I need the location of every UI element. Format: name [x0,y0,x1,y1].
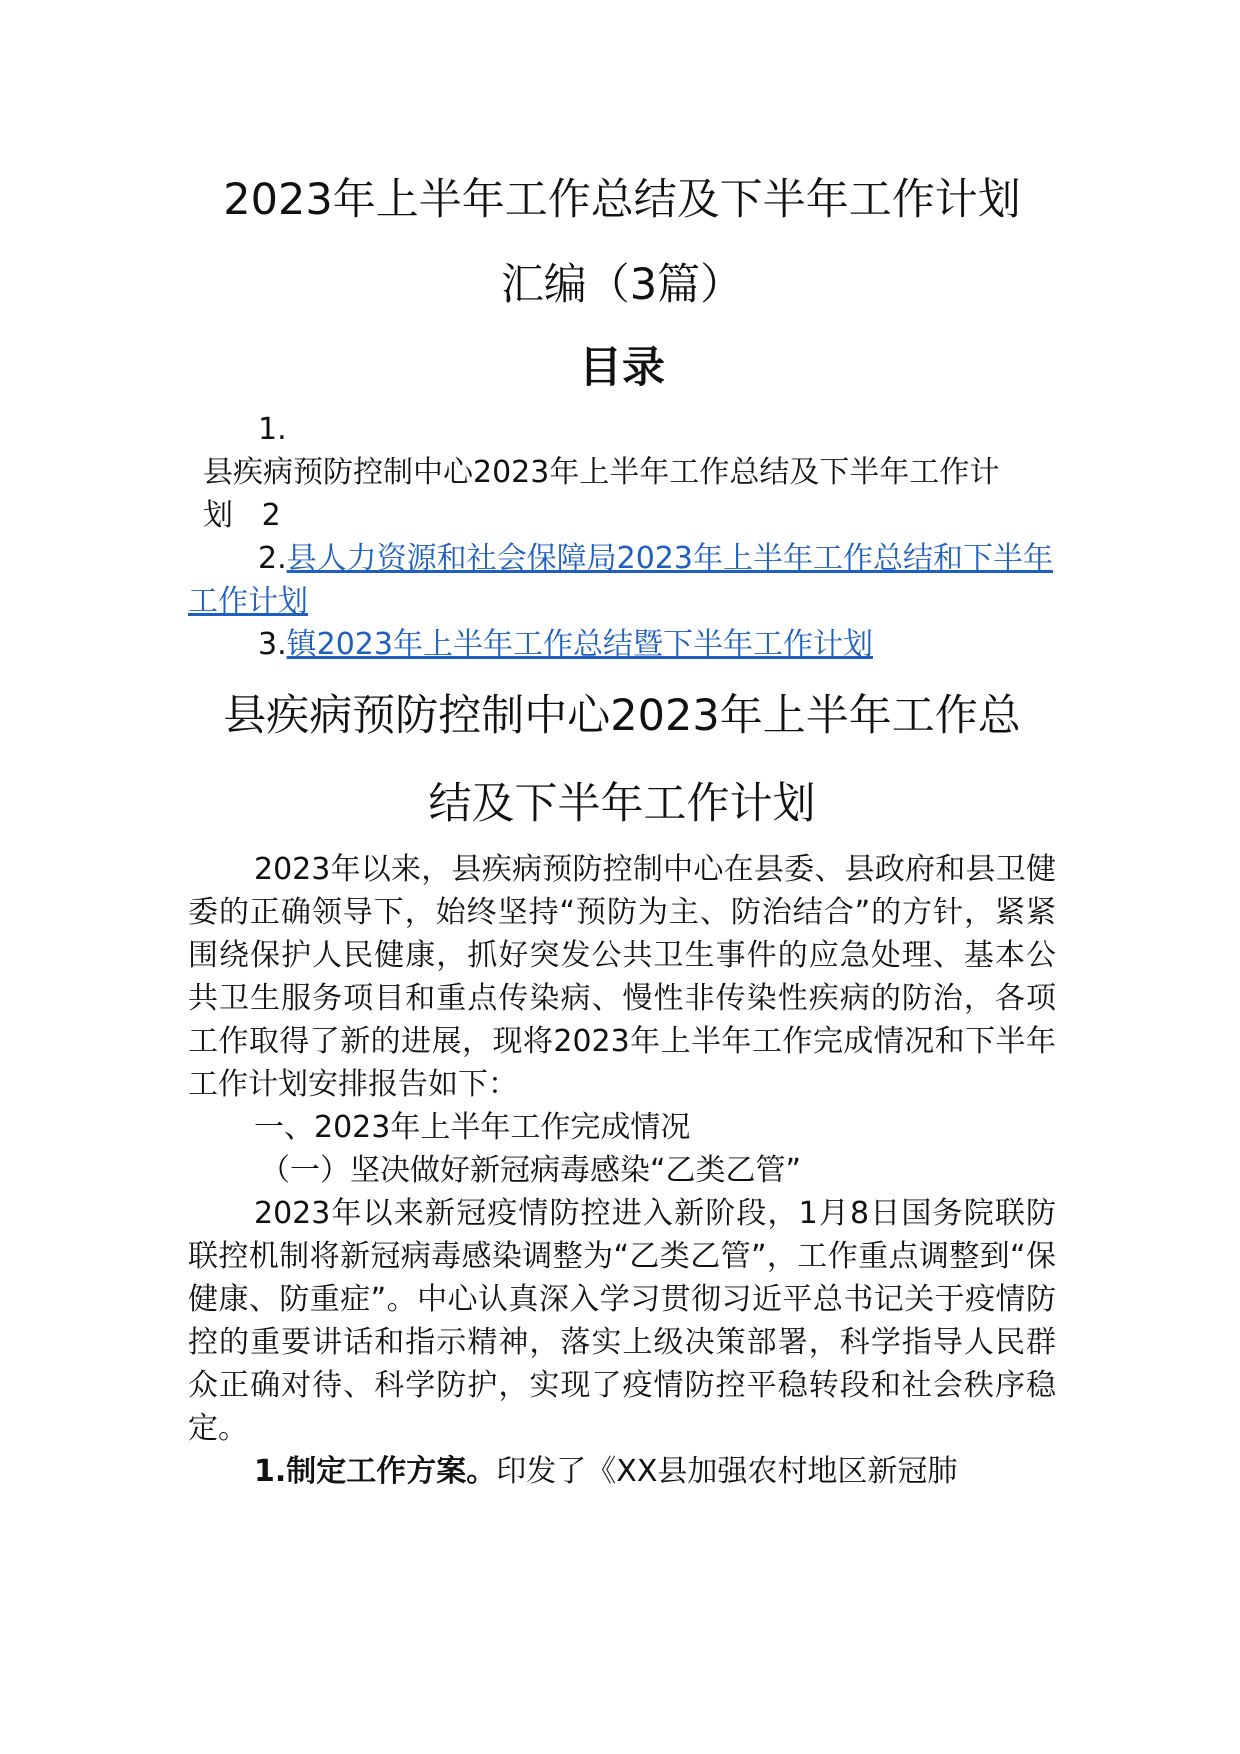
toc-item-1[interactable] [188,408,1056,537]
section-title-line-1: 县疾病预防控制中心2023年上半年工作总 [223,691,1021,741]
intro-paragraph: 2023年以来，县疾病预防控制中心在县委、县政府和县卫健委的正确领导下，始终坚持“预防为主、防治结合”的方针，紧紧围绕保护人民健康，抓好突发公共卫生事件的应急处理、基本公共卫生服务项目和重点传染病、慢性非传染性疾病的防治，各项工作取得了新的进展，现将2023年上半年工作完成情况和下半年工作计划安排报告如下： [188,852,1056,1102]
toc-item-number: 1. [258,412,287,447]
toc-item-number: 3. [258,627,287,662]
toc-link[interactable]: 镇2023年上半年工作总结暨下半年工作计划 [286,627,873,662]
toc-item-3[interactable] [188,623,1056,666]
paragraph-text: 印发了《XX县加强农村地区新冠肺 [496,1454,958,1489]
toc-item-number: 2. [258,541,287,576]
document-title-line-1: 2023年上半年工作总结及下半年工作计划 [223,175,1021,225]
section-title-line-2: 结及下半年工作计划 [428,779,816,829]
body-paragraph: 2023年以来新冠疫情防控进入新阶段，1月8日国务院联防联控机制将新冠病毒感染调整为“乙类乙管”，工作重点调整到“保健康、防重症”。中心认真深入学习贯彻习近平总书记关于疫情防控的重要讲话和指示精神，落实上级决策部署，科学指导人民群众正确对待、科学防护，实现了疫情防控平稳转段和社会秩序稳定。 [188,1196,1056,1446]
toc-item-page: 2 [261,498,281,533]
toc-link[interactable]: 县人力资源和社会保障局2023年上半年工作总结和下半年工作计划 [188,541,1053,619]
toc-item-2[interactable] [188,537,1056,623]
body-paragraph-item-1 [188,1450,1056,1493]
section-heading-1: 一、2023年上半年工作完成情况 [254,1110,691,1145]
paragraph-lead: 1.制定工作方案。 [254,1454,497,1489]
document-title-line-2: 汇编（3篇） [500,260,744,310]
toc-heading: 目录 [579,343,665,393]
table-of-contents [188,408,1056,666]
document-page [188,0,1056,1493]
section-heading-2: （一）坚决做好新冠病毒感染“乙类乙管” [260,1153,802,1188]
toc-item-text: 县疾病预防控制中心2023年上半年工作总结及下半年工作计划 [203,455,1000,533]
